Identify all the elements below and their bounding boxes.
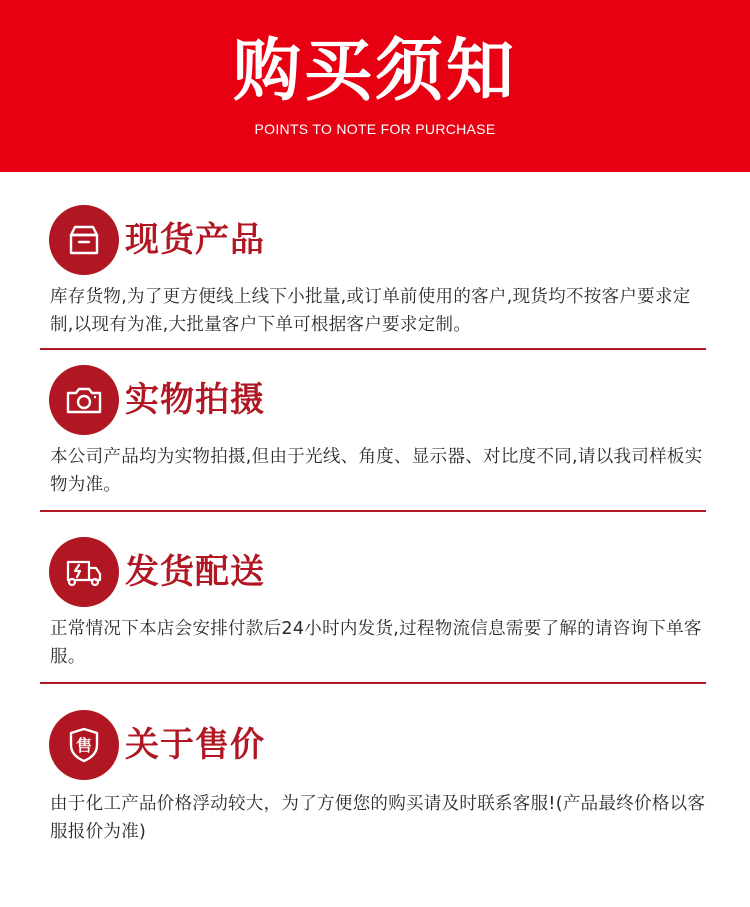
- shield-label: 售: [75, 736, 93, 755]
- page-subtitle: POINTS TO NOTE FOR PURCHASE: [254, 121, 496, 137]
- section-text: 本公司产品均为实物拍摄,但由于光线、角度、显示器、对比度不同,请以我司样板实物为准。: [50, 447, 703, 495]
- header-banner: [0, 0, 750, 172]
- section-title: 关于售价: [125, 725, 265, 765]
- divider: [40, 348, 706, 350]
- section-text: 正常情况下本店会安排付款后24小时内发货,过程物流信息需要了解的请咨询下单客服。: [50, 619, 702, 667]
- box-icon: [49, 205, 119, 275]
- section-title: 现货产品: [125, 220, 265, 260]
- section-header: [49, 537, 265, 607]
- page-title: 购买须知: [232, 32, 517, 111]
- section-title: 发货配送: [125, 552, 265, 592]
- section-header: [49, 710, 265, 780]
- section-header: [49, 365, 265, 435]
- divider: [40, 682, 706, 684]
- section-title: 实物拍摄: [125, 380, 265, 420]
- section-text: 由于化工产品价格浮动较大，为了方便您的购买请及时联系客服!(产品最终价格以客服报价为准): [50, 794, 706, 842]
- section-header: [49, 205, 265, 275]
- camera-icon: [49, 365, 119, 435]
- delivery-truck-icon: [49, 537, 119, 607]
- price-shield-icon: [49, 710, 119, 780]
- divider: [40, 510, 706, 512]
- section-text: 库存货物,为了更方便线上线下小批量,或订单前使用的客户,现货均不按客户要求定制,以现有为准,大批量客户下单可根据客户要求定制。: [50, 287, 691, 335]
